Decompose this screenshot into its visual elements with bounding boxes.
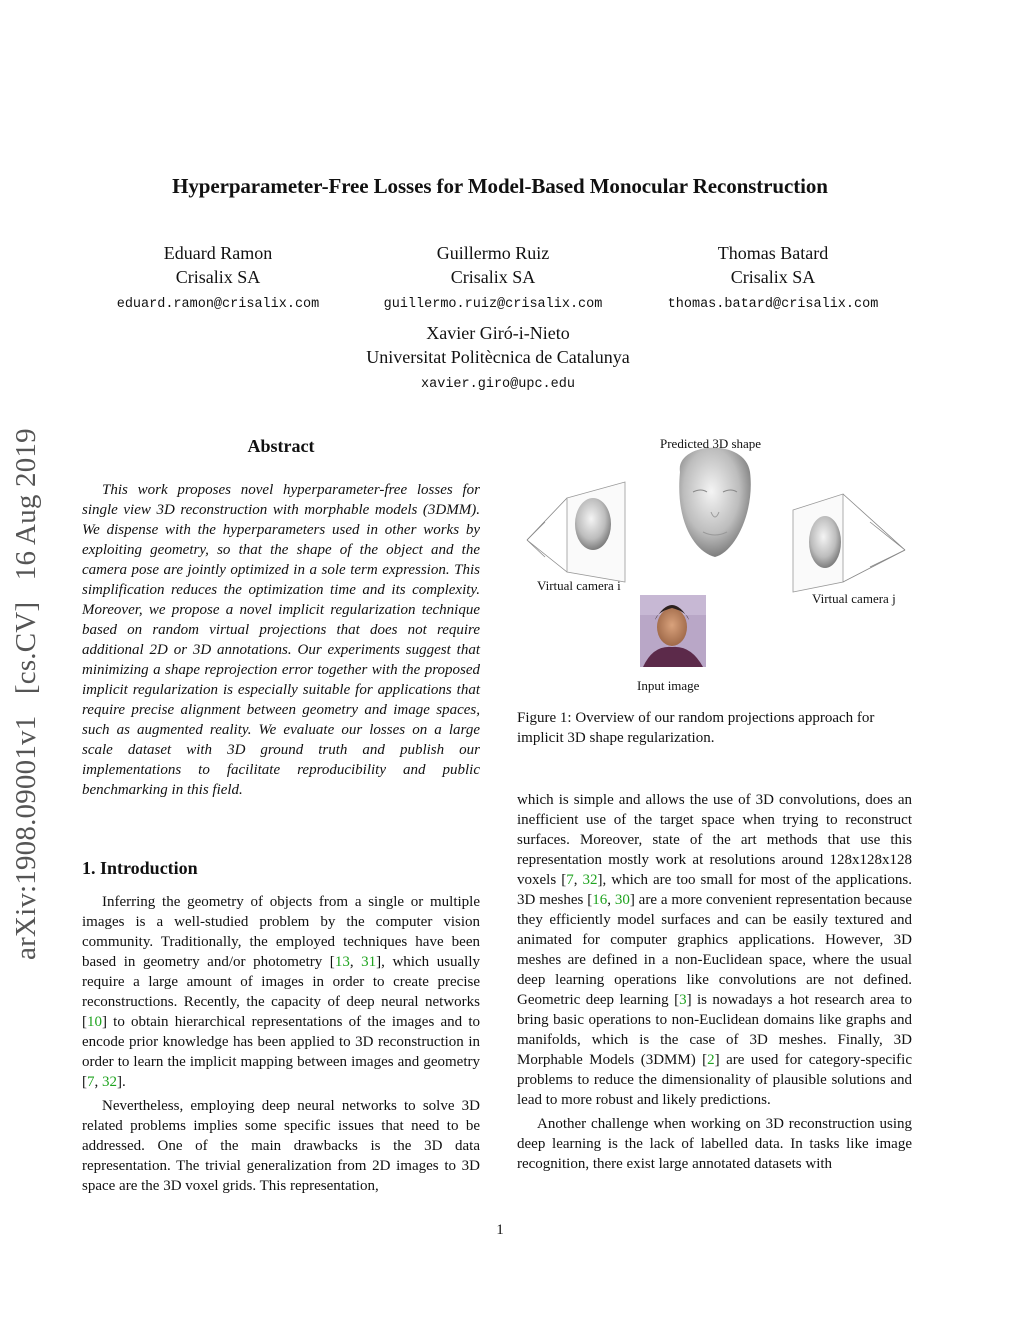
projection-i-face	[575, 498, 611, 550]
author-email: guillermo.ruiz@crisalix.com	[383, 297, 603, 312]
author-email: xavier.giro@upc.edu	[421, 377, 575, 392]
right-column-body	[517, 790, 912, 1178]
abstract-text: This work proposes novel hyperparameter-free losses for single view 3D reconstruction with morphable models (3DMM). We dispense with the hyperparameters used in other works by exploiting geometry, so that the shape of the object and the camera pose are jointly optimized in a sole term expression. This simplification reduces the optimization time and its complexity. Moreover, we propose a novel implicit regularization technique based on random virtual projections that does not require additional 2D or 3D annotations. Our experiments suggest that minimizing a shape reprojection error together with the proposed implicit regularization is especially suitable for applications that require precise alignment between geometry and image spaces, such as augmented reality. We evaluate our losses on a large scale dataset with 3D ground truth and publish our implementations to facilitate reproducibility and public benchmarking in this field.	[82, 482, 480, 798]
author-block-2	[343, 241, 643, 312]
citation-link[interactable]: 7	[566, 872, 574, 888]
citation-link[interactable]: 13	[334, 954, 350, 970]
citation-link[interactable]: 10	[87, 1014, 102, 1030]
author-block-3	[623, 241, 923, 312]
text-run: ,	[94, 1074, 102, 1090]
text-run: Inferring the geometry of objects from a single or multiple images is a well-studied problem by the computer vision community. Traditionally, the employed techniques have been based in geometry and/or photometry [	[82, 894, 480, 970]
author-block-1	[68, 241, 368, 312]
citation-link[interactable]: 2	[707, 1052, 715, 1068]
text-run: ], which are too small for most of the applications. 3D meshes [	[517, 872, 912, 908]
text-run: ,	[573, 872, 583, 888]
text-run: ] are a more convenient representation because they efficiently model surfaces and can be easily textured and animated for computer graphics applications. However, 3D meshes are defined in a non-Euclidean space, where the usual deep learning operations like convolutions are not defined. Geometric deep learning [	[517, 892, 912, 1008]
text-run: ,	[349, 954, 362, 970]
author-email: eduard.ramon@crisalix.com	[116, 297, 320, 312]
figure-1-caption: Figure 1: Overview of our random projections approach for implicit 3D shape regularization.	[517, 710, 875, 746]
arxiv-id: arXiv:1908.09001v1	[10, 715, 42, 960]
author-email: thomas.batard@crisalix.com	[667, 297, 879, 312]
arxiv-category: [cs.CV]	[10, 601, 42, 695]
virtual-camera-j-frustum	[843, 494, 905, 582]
citation-link[interactable]: 3	[679, 992, 687, 1008]
label-predicted-3d-shape: Predicted 3D shape	[660, 436, 762, 451]
author-name: Guillermo Ruiz	[436, 243, 550, 263]
abstract-heading: Abstract	[247, 436, 315, 456]
figure-1-illustration	[525, 432, 910, 697]
citation-link[interactable]: 7	[87, 1074, 95, 1090]
text-run: ], which usually require a large amount of images in order to create precise reconstructions. Recently, the capacity of deep neural networks [	[82, 954, 481, 1030]
text-run: ] are used for category-specific problems to reduce the dimensionality of plausible solutions and lead to more robust and likely predictions.	[517, 1052, 913, 1108]
intro-paragraph-1	[82, 892, 480, 1092]
author-affiliation: Crisalix SA	[175, 267, 261, 287]
author-affiliation: Crisalix SA	[450, 267, 536, 287]
page-number: 1	[496, 1222, 504, 1238]
section-heading-introduction: 1. Introduction	[82, 858, 198, 878]
text-run: ].	[117, 1074, 126, 1090]
citation-link[interactable]: 32	[102, 1074, 117, 1090]
intro-paragraph-3	[517, 790, 912, 1110]
left-column-body	[82, 892, 480, 1200]
label-input-image: Input image	[637, 678, 700, 693]
arxiv-date: 16 Aug 2019	[10, 428, 42, 581]
citation-link[interactable]: 30	[614, 892, 630, 908]
intro-paragraph-4: Another challenge when working on 3D reconstruction using deep learning is the lack of labelled data. In tasks like image recognition, there exist large annotated datasets with	[517, 1116, 912, 1172]
text-run: ,	[607, 892, 615, 908]
author-name: Xavier Giró-i-Nieto	[426, 323, 570, 343]
author-name: Eduard Ramon	[163, 243, 273, 263]
intro-paragraph-2: Nevertheless, employing deep neural networks to solve 3D related problems implies some specific issues that need to be addressed. One of the main drawbacks is the 3D data representation. The trivial generalization from 2D images to 3D space are the 3D voxel grids. This representation,	[82, 1098, 480, 1194]
label-virtual-camera-j: Virtual camera j	[812, 591, 896, 606]
text-run: ] to obtain hierarchical representations of the images and to encode prior knowledge has been applied to 3D reconstruction in order to learn the implicit mapping between images and geometry [	[82, 1014, 480, 1090]
arxiv-identifier	[10, 340, 60, 960]
virtual-camera-i-frustum	[527, 498, 567, 572]
predicted-3d-shape	[679, 448, 751, 557]
paper-title: Hyperparameter-Free Losses for Model-Based Monocular Reconstruction	[172, 174, 828, 198]
author-affiliation: Crisalix SA	[730, 267, 816, 287]
citation-link[interactable]: 16	[592, 892, 608, 908]
citation-link[interactable]: 31	[361, 954, 377, 970]
text-run: which is simple and allows the use of 3D convolutions, does an inefficient use of the target space when trying to reconstruct surfaces. Moreover, state of the art methods that use this representation mostly work at resolutions around 128x128x128 voxels [	[517, 792, 912, 888]
author-block-4	[298, 321, 698, 392]
projection-j-face	[809, 516, 841, 568]
text-run: ] is nowadays a hot research area to bring basic operations to non-Euclidean domains like graphs and manifolds, which is the case of 3D meshes. Finally, 3D Morphable Models (3DMM) [	[517, 992, 912, 1068]
citation-link[interactable]: 32	[582, 872, 598, 888]
author-name: Thomas Batard	[717, 243, 829, 263]
figure-1	[525, 432, 910, 697]
label-virtual-camera-i: Virtual camera i	[537, 578, 621, 593]
author-affiliation: Universitat Politècnica de Catalunya	[366, 347, 630, 367]
